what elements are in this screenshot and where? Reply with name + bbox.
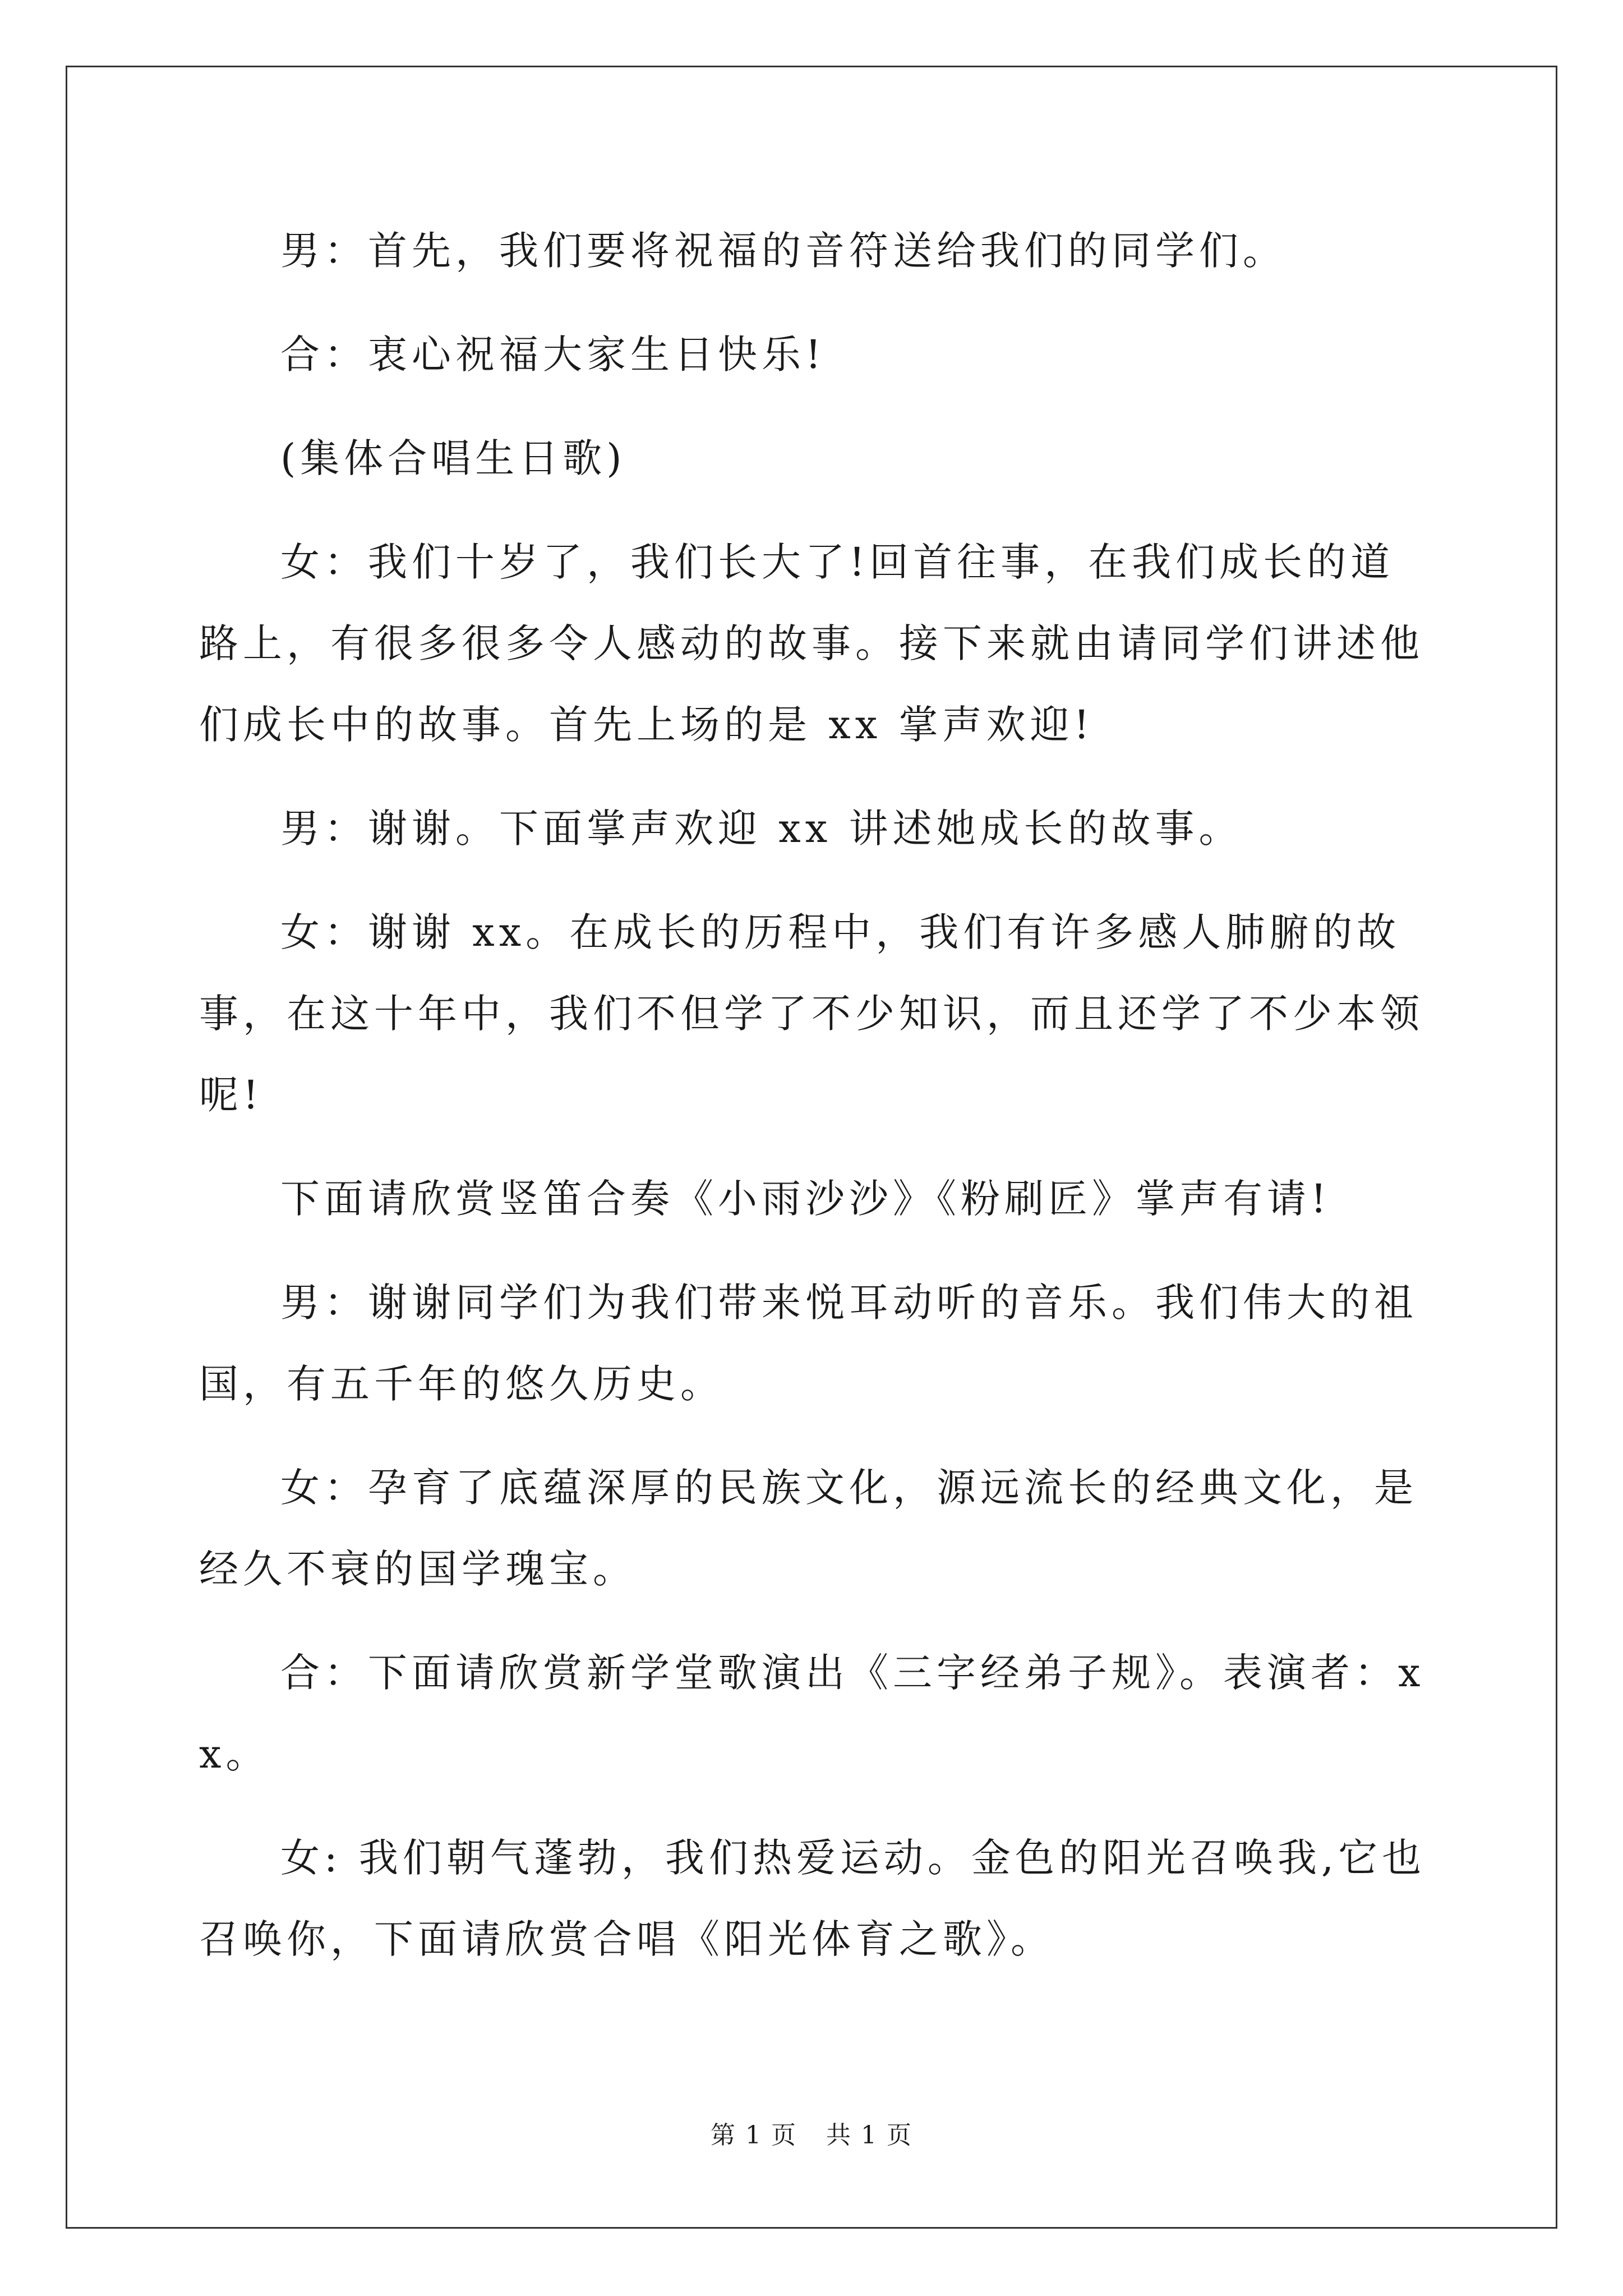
page-total: 共 1 页 xyxy=(826,2121,912,2150)
paragraph: 下面请欣赏竖笛合奏《小雨沙沙》《粉刷匠》掌声有请! xyxy=(280,1176,1331,1222)
paragraph: 合：衷心祝福大家生日快乐! xyxy=(280,332,826,378)
paragraph: 女: 我们朝气蓬勃，我们热爱运动。金色的阳光召唤我,它也召唤你，下面请欣赏合唱《阳光体育之歌》。 xyxy=(199,1835,1426,1962)
paragraph: 合：下面请欣赏新学堂歌演出《三字经弟子规》。表演者：xx。 xyxy=(199,1650,1425,1777)
paragraph: 女：孕育了底蕴深厚的民族文化，源远流长的经典文化，是经久不衰的国学瑰宝。 xyxy=(199,1465,1418,1592)
page-number: 第 1 页 xyxy=(711,2121,797,2150)
paragraph: 女：谢谢 xx。在成长的历程中，我们有许多感人肺腑的故事，在这十年中，我们不但学了不少知识，而且还学了不少本领呢! xyxy=(199,909,1424,1118)
paragraph: 男：谢谢同学们为我们带来悦耳动听的音乐。我们伟大的祖国，有五千年的悠久历史。 xyxy=(199,1280,1418,1407)
paragraph: (集体合唱生日歌) xyxy=(280,435,626,481)
paragraph: 女：我们十岁了，我们长大了!回首往事，在我们成长的道路上，有很多很多令人感动的故事。接下来就由请同学们讲述他们成长中的故事。首先上场的是 xx 掌声欢迎! xyxy=(199,539,1424,748)
paragraph: 男：首先，我们要将祝福的音符送给我们的同学们。 xyxy=(280,228,1287,274)
paragraph: 男：谢谢。下面掌声欢迎 xx 讲述她成长的故事。 xyxy=(280,806,1243,852)
document-body xyxy=(199,210,1433,2003)
page-footer xyxy=(0,2115,1623,2151)
